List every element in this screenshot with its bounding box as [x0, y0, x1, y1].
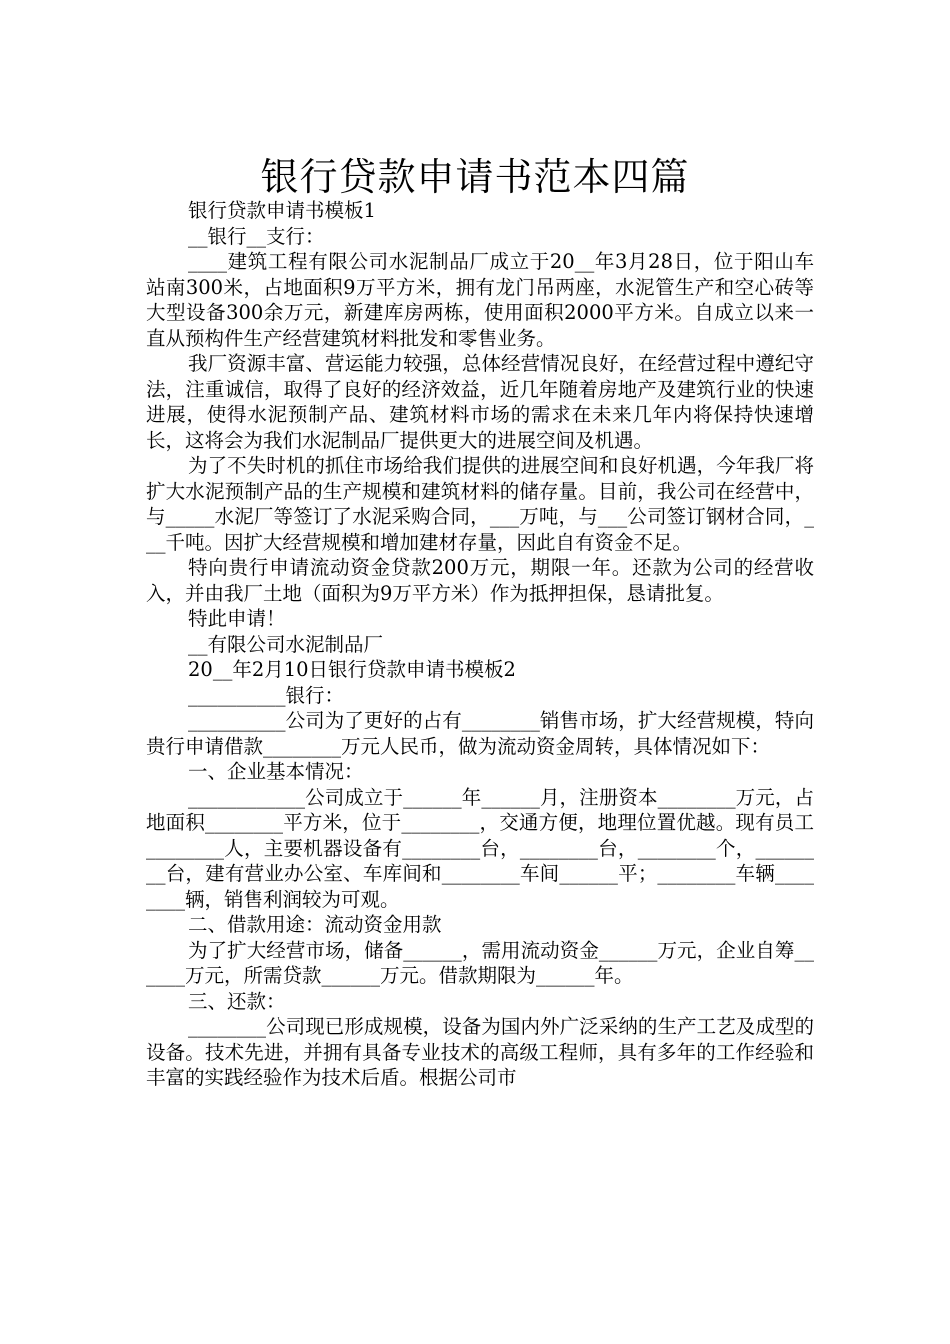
paragraph-funding-details: 为了扩大经营市场，储备______，需用流动资金______万元，企业自筹______万元，所需贷款______万元。借款期限为______年。 — [146, 938, 814, 987]
paragraph-company-intro: ____建筑工程有限公司水泥制品厂成立于20__年3月28日，位于阳山车站南300米，占地面积9万平方米，拥有龙门吊两座，水泥管生产和空心砖等大型设备300余万元，新建库房两栋，使用面积2000平方米。自成立以来一直从预构件生产经营建筑材料批发和零售业务。 — [146, 250, 814, 350]
paragraph-business-status: 我厂资源丰富、营运能力较强，总体经营情况良好，在经营过程中遵纪守法，注重诚信，取得了良好的经济效益，近几年随着房地产及建筑行业的快速进展，使得水泥预制产品、建筑材料市场的需求在未来几年内将保持快速增长，这将会为我们水泥制品厂提供更大的进展空间及机遇。 — [146, 352, 814, 452]
paragraph-signature: __有限公司水泥制品厂 — [188, 632, 384, 656]
document-title: 银行贷款申请书范本四篇 — [260, 155, 690, 200]
paragraph-repayment: ________公司现已形成规模，设备为国内外广泛采纳的生产工艺及成型的设备。技术先进，并拥有具备专业技术的高级工程师，具有多年的工作经验和丰富的实践经验作为技术后盾。根据公司市 — [146, 1015, 814, 1089]
paragraph-section-3-heading: 三、还款： — [188, 989, 286, 1013]
paragraph-date-template-2-heading: 20__年2月10日银行贷款申请书模板2 — [188, 658, 516, 681]
paragraph-expansion-plan: 为了不失时机的抓住市场给我们提供的进展空间和良好机遇，今年我厂将扩大水泥预制产品的生产规模和建筑材料的储存量。目前，我公司在经营中，与_____水泥厂等签订了水泥采购合同，___万吨，与___公司签订钢材合同，___千吨。因扩大经营规模和增加建材存量，因此自有资金不足。 — [146, 454, 814, 554]
document-body — [146, 198, 814, 1091]
paragraph-template-1-heading: 银行贷款申请书模板1 — [188, 199, 376, 222]
paragraph-salutation-1: __银行__支行： — [188, 224, 325, 248]
paragraph-section-2-heading: 二、借款用途：流动资金用款 — [188, 913, 442, 936]
paragraph-loan-purpose-intro: __________公司为了更好的占有________销售市场，扩大经营规模，特向贵行申请借款________万元人民币，做为流动资金周转，具体情况如下： — [146, 709, 814, 758]
paragraph-loan-request: 特向贵行申请流动资金贷款200万元，期限一年。还款为公司的经营收入，并由我厂土地（面积为9万平方米）作为抵押担保，恳请批复。 — [146, 556, 814, 605]
paragraph-section-1-heading: 一、企业基本情况： — [188, 760, 364, 783]
paragraph-company-basics: ____________公司成立于______年______月，注册资本________万元，占地面积________平方米，位于________，交通方便，地理位置优越。现有员工________人，主要机器设备有________台，________台，________个，________台，建有营业办公室、车库间和________车间______平；________车辆________辆，销售利润较为可观。 — [146, 785, 814, 911]
paragraph-salutation-2: __________银行： — [188, 683, 345, 707]
paragraph-closing: 特此申请！ — [188, 607, 286, 630]
